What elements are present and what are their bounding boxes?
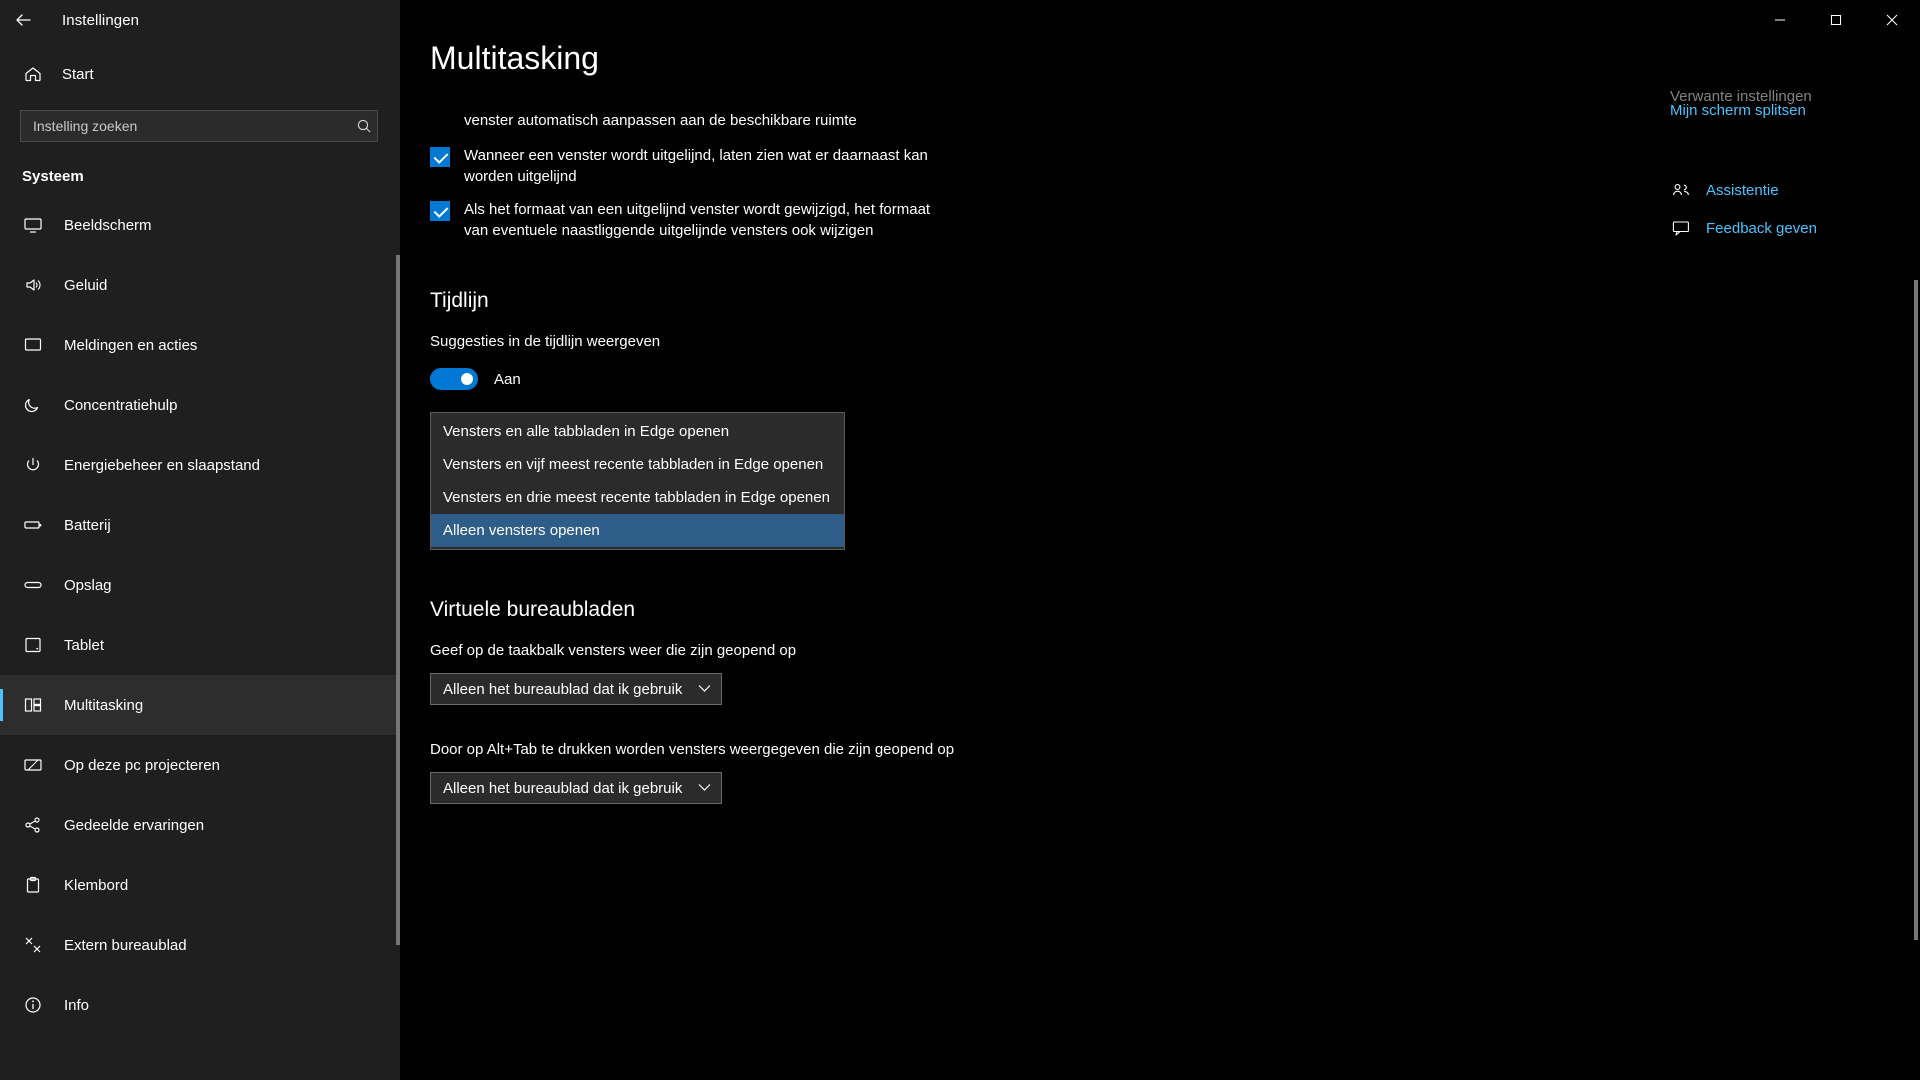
sidebar-item-opslag[interactable] [0, 555, 400, 615]
title-bar [0, 0, 1920, 40]
taskbar-desktops-label: Geef op de taakbalk vensters weer die zijn geopend op [430, 642, 797, 659]
clipboard-icon [22, 874, 44, 896]
sidebar-item-tablet[interactable] [0, 615, 400, 675]
sidebar-item-meldingen-en-acties[interactable] [0, 315, 400, 375]
multitasking-icon [22, 694, 44, 716]
dropdown-option[interactable]: Vensters en drie meest recente tabbladen in Edge openen [443, 489, 830, 506]
link-feedback-geven[interactable]: Feedback geven [1706, 219, 1817, 237]
checkbox-label: Als het formaat van een uitgelijnd venster wordt gewijzigd, het formaat van eventuele naastliggende uitgelijnde vensters ook wijzigen [464, 201, 931, 239]
alttab-desktops-label: Door op Alt+Tab te drukken worden vensters weergegeven die zijn geopend op [430, 741, 955, 758]
sidebar-item-label: Energiebeheer en slaapstand [64, 456, 260, 474]
sidebar-item-klembord[interactable] [0, 855, 400, 915]
speaker-icon [22, 274, 44, 296]
minimize-button[interactable] [1752, 0, 1808, 40]
back-arrow-icon [13, 10, 33, 30]
section-title-virtuele-bureaubladen: Virtuele bureaubladen [430, 598, 636, 621]
checkbox-label: Wanneer een venster wordt uitgelijnd, laten zien wat er daarnaast kan worden uitgelijnd [464, 147, 928, 185]
storage-icon [22, 574, 44, 596]
window-controls [1752, 0, 1920, 40]
chevron-down-icon [698, 781, 711, 795]
feedback-icon [1670, 217, 1692, 239]
maximize-button[interactable] [1808, 0, 1864, 40]
battery-icon [22, 514, 44, 536]
close-button[interactable] [1864, 0, 1920, 40]
search-icon[interactable] [349, 111, 379, 141]
select-value: Alleen het bureaublad dat ik gebruik [443, 779, 683, 797]
section-title-tijdlijn: Tijdlijn [430, 289, 489, 312]
sidebar-item-label: Opslag [64, 576, 112, 594]
timeline-toggle[interactable] [430, 368, 478, 390]
sidebar-nav-list [0, 195, 400, 1035]
sidebar-item-info[interactable] [0, 975, 400, 1035]
dropdown-option[interactable]: Vensters en alle tabbladen in Edge openen [443, 423, 730, 440]
home-icon [22, 63, 44, 85]
back-button[interactable] [0, 0, 46, 40]
checkbox-row-snap-show-neighbors[interactable] [430, 145, 1070, 187]
power-icon [22, 454, 44, 476]
sidebar-item-label: Gedeelde ervaringen [64, 816, 205, 834]
alttab-dropdown-list[interactable] [430, 412, 845, 550]
related-settings-rail [1670, 88, 1900, 255]
window-title: Instellingen [62, 11, 140, 29]
sidebar-item-op-deze-pc-projecteren[interactable] [0, 735, 400, 795]
main-scrollbar[interactable] [1914, 280, 1918, 940]
search-input[interactable] [20, 110, 378, 142]
checkbox-row-snap-resize-adjacent[interactable] [430, 199, 1070, 241]
sidebar-start-label: Start [62, 65, 94, 83]
sidebar-item-extern-bureaublad[interactable] [0, 915, 400, 975]
search-box[interactable] [20, 110, 380, 142]
taskbar-desktops-select[interactable] [430, 673, 722, 705]
sidebar [0, 0, 400, 1080]
sidebar-group-title: Systeem [22, 168, 84, 185]
sidebar-item-label: Multitasking [64, 696, 144, 714]
sidebar-item-start[interactable] [0, 52, 400, 96]
notification-icon [22, 334, 44, 356]
select-value: Alleen het bureaublad dat ik gebruik [443, 680, 683, 698]
help-people-icon [1670, 179, 1692, 201]
sidebar-item-beeldscherm[interactable] [0, 195, 400, 255]
link-row-feedback-geven[interactable] [1670, 217, 1900, 239]
share-icon [22, 814, 44, 836]
project-icon [22, 754, 44, 776]
tablet-icon [22, 634, 44, 656]
monitor-icon [22, 214, 44, 236]
sidebar-item-label: Geluid [64, 276, 108, 294]
chevron-down-icon [698, 682, 711, 696]
sidebar-item-gedeelde-ervaringen[interactable] [0, 795, 400, 855]
dropdown-option-selected[interactable]: Alleen vensters openen [431, 514, 844, 547]
sidebar-item-multitasking[interactable] [0, 675, 400, 735]
sidebar-item-batterij[interactable] [0, 495, 400, 555]
sidebar-item-label: Extern bureaublad [64, 936, 187, 954]
settings-body [430, 110, 1070, 804]
link-row-assistentie[interactable] [1670, 179, 1900, 201]
sidebar-item-label: Info [64, 996, 90, 1014]
sidebar-item-label: Beeldscherm [64, 216, 152, 234]
timeline-description: Suggesties in de tijdlijn weergeven [430, 333, 661, 350]
timeline-toggle-state: Aan [494, 370, 521, 388]
sidebar-item-label: Tablet [64, 636, 105, 654]
moon-icon [22, 394, 44, 416]
support-block [1670, 179, 1900, 239]
remote-desktop-icon [22, 934, 44, 956]
sidebar-item-label: Batterij [64, 516, 111, 534]
info-icon [22, 994, 44, 1016]
sidebar-item-label: Meldingen en acties [64, 336, 198, 354]
main-content [400, 0, 1920, 1080]
snap-cut-text: venster automatisch aanpassen aan de beschikbare ruimte [464, 112, 857, 129]
checkbox-snap-show-neighbors[interactable] [430, 147, 450, 167]
sidebar-item-energiebeheer-en-slaapstand[interactable] [0, 435, 400, 495]
sidebar-item-label: Klembord [64, 876, 129, 894]
link-assistentie[interactable]: Assistentie [1706, 181, 1779, 199]
checkbox-snap-resize-adjacent[interactable] [430, 201, 450, 221]
alttab-desktops-select[interactable] [430, 772, 722, 804]
sidebar-item-label: Concentratiehulp [64, 396, 178, 414]
timeline-toggle-row[interactable] [430, 368, 1070, 390]
sidebar-item-label: Op deze pc projecteren [64, 756, 220, 774]
sidebar-item-geluid[interactable] [0, 255, 400, 315]
dropdown-option[interactable]: Vensters en vijf meest recente tabbladen in Edge openen [443, 456, 824, 473]
link-mijn-scherm-splitsen[interactable]: Mijn scherm splitsen [1670, 102, 1806, 119]
sidebar-item-concentratiehulp[interactable] [0, 375, 400, 435]
page-title: Multitasking [430, 40, 599, 76]
toggle-knob [461, 373, 473, 385]
related-settings-heading: Verwante instellingen [1670, 88, 1812, 105]
